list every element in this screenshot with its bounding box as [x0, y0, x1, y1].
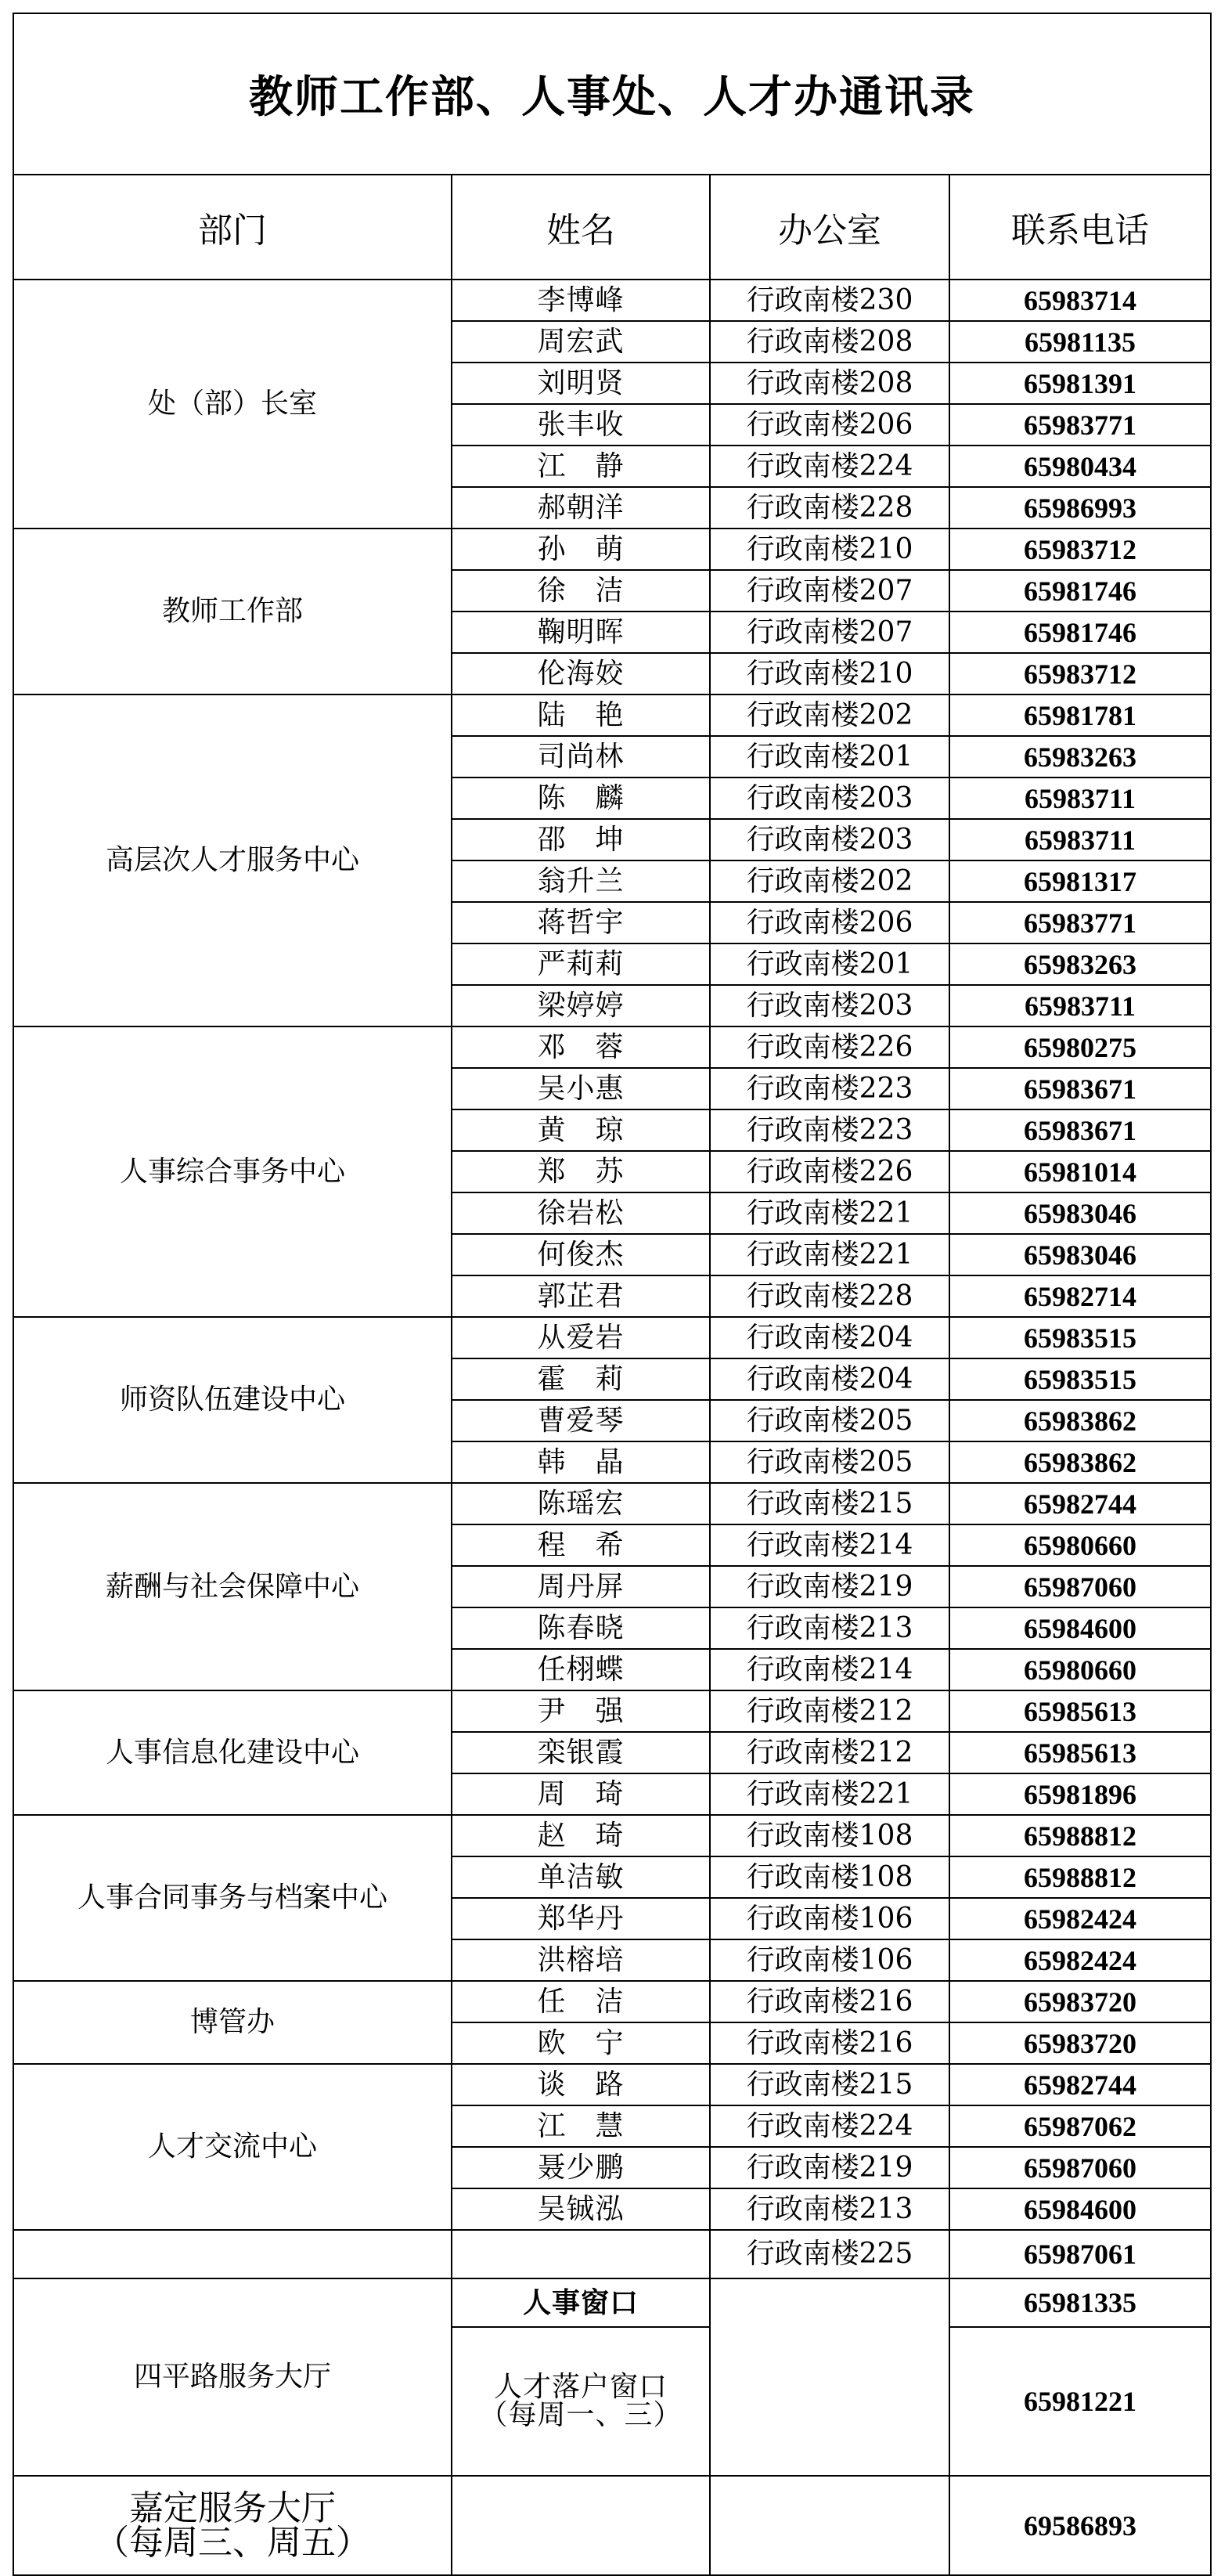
office-cell: 行政南楼214 [710, 1524, 949, 1566]
table-row [13, 529, 1211, 570]
empty-cell [452, 2230, 710, 2278]
table-row [13, 1317, 1211, 1358]
phone-cell: 65983515 [949, 1317, 1211, 1358]
name-cell: 郑华丹 [452, 1898, 710, 1939]
phone-cell: 65983720 [949, 1981, 1211, 2022]
empty-cell [13, 2230, 452, 2278]
phone-cell: 65983711 [949, 819, 1211, 860]
name-cell: 刘明贤 [452, 363, 710, 404]
table-row [13, 2278, 1211, 2327]
office-cell: 行政南楼228 [710, 1275, 949, 1317]
table-row [13, 1690, 1211, 1732]
window-name-line1: 人才落户窗口 [493, 2371, 668, 2403]
name-cell: 周 琦 [452, 1773, 710, 1815]
office-cell: 行政南楼206 [710, 902, 949, 943]
phone-cell: 65982744 [949, 1483, 1211, 1524]
office-cell: 行政南楼204 [710, 1358, 949, 1400]
directory-table [13, 13, 1212, 2576]
table-row [13, 280, 1211, 321]
dept-cell [13, 2476, 452, 2575]
dept-name-line1: 嘉定服务大厅 [129, 2488, 336, 2528]
office-cell: 行政南楼202 [710, 695, 949, 736]
phone-cell: 65981221 [949, 2327, 1211, 2476]
empty-cell [452, 2476, 710, 2575]
office-cell: 行政南楼221 [710, 1192, 949, 1234]
dept-cell: 师资队伍建设中心 [13, 1317, 452, 1483]
name-cell: 黄 琼 [452, 1109, 710, 1151]
dept-cell: 人才交流中心 [13, 2064, 452, 2230]
office-cell: 行政南楼203 [710, 777, 949, 819]
office-cell: 行政南楼226 [710, 1026, 949, 1068]
name-cell: 韩 晶 [452, 1441, 710, 1483]
office-cell: 行政南楼210 [710, 653, 949, 695]
table-row [13, 2230, 1211, 2278]
name-cell: 孙 萌 [452, 529, 710, 570]
name-cell: 洪榕培 [452, 1939, 710, 1981]
name-cell: 程 希 [452, 1524, 710, 1566]
phone-cell: 65983712 [949, 529, 1211, 570]
name-cell: 吴铖泓 [452, 2188, 710, 2230]
phone-cell: 65980275 [949, 1026, 1211, 1068]
name-cell: 郑 苏 [452, 1151, 710, 1192]
name-cell: 江 慧 [452, 2105, 710, 2147]
office-cell: 行政南楼224 [710, 2105, 949, 2147]
office-cell: 行政南楼219 [710, 2147, 949, 2188]
dept-cell: 处（部）长室 [13, 280, 452, 529]
office-cell: 行政南楼204 [710, 1317, 949, 1358]
name-cell: 曹爱琴 [452, 1400, 710, 1441]
phone-cell: 65981746 [949, 570, 1211, 612]
phone-cell: 65981317 [949, 860, 1211, 902]
table-row [13, 695, 1211, 736]
name-cell: 郝朝洋 [452, 487, 710, 529]
phone-cell: 65983720 [949, 2022, 1211, 2064]
dept-cell: 博管办 [13, 1981, 452, 2064]
table-row [13, 1026, 1211, 1068]
phone-cell: 65983771 [949, 404, 1211, 446]
phone-cell: 65981746 [949, 612, 1211, 653]
office-cell: 行政南楼224 [710, 446, 949, 487]
phone-cell: 65983046 [949, 1192, 1211, 1234]
header-name: 姓名 [452, 175, 710, 280]
dept-cell: 人事信息化建设中心 [13, 1690, 452, 1815]
office-cell: 行政南楼207 [710, 570, 949, 612]
dept-cell: 教师工作部 [13, 529, 452, 695]
name-cell: 江 静 [452, 446, 710, 487]
name-cell: 何俊杰 [452, 1234, 710, 1275]
phone-cell: 65987061 [949, 2230, 1211, 2278]
dept-cell: 高层次人才服务中心 [13, 695, 452, 1026]
dept-cell: 四平路服务大厅 [13, 2278, 452, 2476]
dept-cell: 薪酬与社会保障中心 [13, 1483, 452, 1690]
name-cell: 陈瑶宏 [452, 1483, 710, 1524]
phone-cell: 65985613 [949, 1690, 1211, 1732]
phone-cell: 65983711 [949, 777, 1211, 819]
phone-cell: 65988812 [949, 1815, 1211, 1856]
phone-cell: 65983515 [949, 1358, 1211, 1400]
name-cell: 吴小惠 [452, 1068, 710, 1109]
name-cell: 聂少鹏 [452, 2147, 710, 2188]
header-row [13, 175, 1211, 280]
phone-cell: 65983671 [949, 1068, 1211, 1109]
name-cell: 尹 强 [452, 1690, 710, 1732]
phone-cell: 65982714 [949, 1275, 1211, 1317]
phone-cell: 65981014 [949, 1151, 1211, 1192]
phone-cell: 69586893 [949, 2476, 1211, 2575]
phone-cell: 65986993 [949, 487, 1211, 529]
phone-cell: 65982424 [949, 1939, 1211, 1981]
office-cell: 行政南楼108 [710, 1856, 949, 1898]
phone-cell: 65980434 [949, 446, 1211, 487]
office-cell: 行政南楼213 [710, 2188, 949, 2230]
table-row [13, 2476, 1211, 2575]
phone-cell: 65983862 [949, 1441, 1211, 1483]
phone-cell: 65983263 [949, 736, 1211, 777]
name-cell: 邓 蓉 [452, 1026, 710, 1068]
phone-cell: 65987060 [949, 1566, 1211, 1607]
office-cell: 行政南楼202 [710, 860, 949, 902]
office-cell: 行政南楼214 [710, 1649, 949, 1690]
phone-cell: 65981335 [949, 2278, 1211, 2327]
phone-cell: 65984600 [949, 1607, 1211, 1649]
office-cell: 行政南楼208 [710, 321, 949, 363]
table-row [13, 1815, 1211, 1856]
name-cell: 伦海姣 [452, 653, 710, 695]
office-cell: 行政南楼226 [710, 1151, 949, 1192]
name-cell: 陈春晓 [452, 1607, 710, 1649]
office-cell: 行政南楼216 [710, 2022, 949, 2064]
office-cell: 行政南楼221 [710, 1773, 949, 1815]
header-phone: 联系电话 [949, 175, 1211, 280]
dept-cell: 人事综合事务中心 [13, 1026, 452, 1317]
header-dept: 部门 [13, 175, 452, 280]
phone-cell: 65983712 [949, 653, 1211, 695]
phone-cell: 65981391 [949, 363, 1211, 404]
name-cell: 从爱岩 [452, 1317, 710, 1358]
name-cell: 谈 路 [452, 2064, 710, 2105]
office-cell: 行政南楼212 [710, 1690, 949, 1732]
office-cell: 行政南楼207 [710, 612, 949, 653]
phone-cell: 65988812 [949, 1856, 1211, 1898]
phone-cell: 65985613 [949, 1732, 1211, 1773]
table-row [13, 1981, 1211, 2022]
office-cell: 行政南楼225 [710, 2230, 949, 2278]
office-cell: 行政南楼219 [710, 1566, 949, 1607]
office-cell: 行政南楼205 [710, 1441, 949, 1483]
name-cell: 李博峰 [452, 280, 710, 321]
dept-cell: 人事合同事务与档案中心 [13, 1815, 452, 1981]
office-cell: 行政南楼203 [710, 819, 949, 860]
page-title: 教师工作部、人事处、人才办通讯录 [13, 13, 1211, 175]
office-cell: 行政南楼106 [710, 1939, 949, 1981]
table-row [13, 2064, 1211, 2105]
empty-cell [710, 2476, 949, 2575]
phone-cell: 65983711 [949, 985, 1211, 1026]
office-cell: 行政南楼215 [710, 2064, 949, 2105]
phone-cell: 65982424 [949, 1898, 1211, 1939]
table-row [13, 1483, 1211, 1524]
name-cell: 司尚林 [452, 736, 710, 777]
name-cell: 任 洁 [452, 1981, 710, 2022]
name-cell: 翁升兰 [452, 860, 710, 902]
phone-cell: 65987060 [949, 2147, 1211, 2188]
office-cell: 行政南楼228 [710, 487, 949, 529]
name-cell: 严莉莉 [452, 943, 710, 985]
name-cell: 徐岩松 [452, 1192, 710, 1234]
name-cell: 欧 宁 [452, 2022, 710, 2064]
phone-cell: 65983714 [949, 280, 1211, 321]
name-cell: 陆 艳 [452, 695, 710, 736]
phone-cell: 65981896 [949, 1773, 1211, 1815]
dept-name-line2: （每周三、周五） [95, 2522, 370, 2563]
phone-cell: 65983771 [949, 902, 1211, 943]
name-cell: 陈 麟 [452, 777, 710, 819]
name-cell: 郭芷君 [452, 1275, 710, 1317]
name-cell: 徐 洁 [452, 570, 710, 612]
phone-cell: 65983862 [949, 1400, 1211, 1441]
office-cell: 行政南楼221 [710, 1234, 949, 1275]
office-cell: 行政南楼206 [710, 404, 949, 446]
office-cell: 行政南楼210 [710, 529, 949, 570]
office-cell: 行政南楼216 [710, 1981, 949, 2022]
phone-cell: 65983046 [949, 1234, 1211, 1275]
office-cell: 行政南楼205 [710, 1400, 949, 1441]
name-cell: 单洁敏 [452, 1856, 710, 1898]
office-cell: 行政南楼208 [710, 363, 949, 404]
office-cell: 行政南楼201 [710, 736, 949, 777]
phone-cell: 65982744 [949, 2064, 1211, 2105]
window-name-line2: （每周一、三） [479, 2399, 683, 2431]
header-office: 办公室 [710, 175, 949, 280]
name-cell: 栾银霞 [452, 1732, 710, 1773]
name-cell: 鞠明晖 [452, 612, 710, 653]
office-cell: 行政南楼223 [710, 1068, 949, 1109]
name-cell: 周宏武 [452, 321, 710, 363]
office-cell: 行政南楼106 [710, 1898, 949, 1939]
name-cell: 梁婷婷 [452, 985, 710, 1026]
name-cell: 霍 莉 [452, 1358, 710, 1400]
phone-cell: 65983671 [949, 1109, 1211, 1151]
office-cell: 行政南楼203 [710, 985, 949, 1026]
office-cell: 行政南楼215 [710, 1483, 949, 1524]
name-cell: 蒋哲宇 [452, 902, 710, 943]
office-cell: 行政南楼201 [710, 943, 949, 985]
name-cell: 人事窗口 [452, 2278, 710, 2327]
phone-cell: 65987062 [949, 2105, 1211, 2147]
name-cell: 赵 琦 [452, 1815, 710, 1856]
name-cell: 任栩蝶 [452, 1649, 710, 1690]
office-cell: 行政南楼212 [710, 1732, 949, 1773]
phone-cell: 65980660 [949, 1649, 1211, 1690]
name-cell: 张丰收 [452, 404, 710, 446]
phone-cell: 65981135 [949, 321, 1211, 363]
phone-cell: 65980660 [949, 1524, 1211, 1566]
office-cell: 行政南楼230 [710, 280, 949, 321]
empty-cell [710, 2278, 949, 2476]
phone-cell: 65984600 [949, 2188, 1211, 2230]
name-cell: 周丹屏 [452, 1566, 710, 1607]
office-cell: 行政南楼213 [710, 1607, 949, 1649]
name-cell: 邵 坤 [452, 819, 710, 860]
name-cell [452, 2327, 710, 2476]
office-cell: 行政南楼108 [710, 1815, 949, 1856]
phone-cell: 65981781 [949, 695, 1211, 736]
office-cell: 行政南楼223 [710, 1109, 949, 1151]
phone-cell: 65983263 [949, 943, 1211, 985]
